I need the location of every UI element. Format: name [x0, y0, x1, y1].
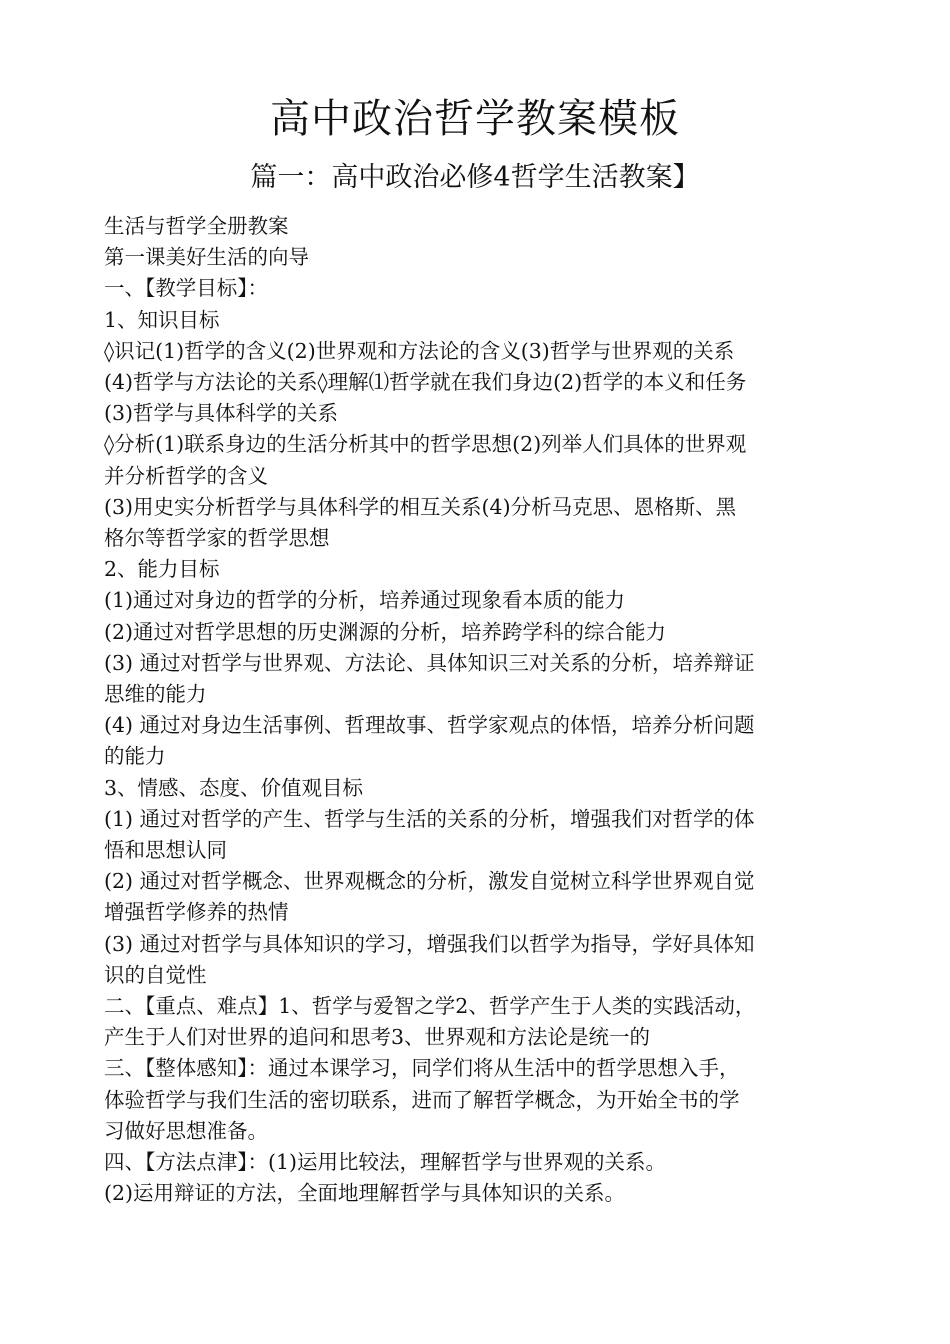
body-line: 悟和思想认同: [104, 838, 227, 863]
body-line: 生活与哲学全册教案: [104, 214, 289, 238]
body-line: 并分析哲学的含义: [104, 463, 268, 488]
body-line: 体验哲学与我们生活的密切联系，进而了解哲学概念，为开始全书的学: [104, 1087, 740, 1112]
body-line: (3)哲学与具体科学的关系: [104, 401, 339, 426]
body-line: (2) 通过对哲学概念、世界观概念的分析，激发自觉树立科学世界观自觉: [104, 869, 755, 894]
body-line: ◊分析(1)联系身边的生活分析其中的哲学思想(2)列举人们具体的世界观: [104, 432, 747, 457]
body-line: (3)用史实分析哲学与具体科学的相互关系(4)分析马克思、恩格斯、黑: [104, 494, 737, 519]
body-line: 习做好思想准备。: [104, 1118, 268, 1143]
body-line: 三、【整体感知】：通过本课学习，同学们将从生活中的哲学思想入手，: [104, 1056, 740, 1081]
body-line: 识的自觉性: [104, 962, 207, 987]
body-line: 二、【重点、难点】1、哲学与爱智之学2、哲学产生于人类的实践活动，: [104, 994, 756, 1019]
body-line: 2、能力目标: [104, 557, 220, 582]
body-line: (2)运用辩证的方法，全面地理解哲学与具体知识的关系。: [104, 1181, 626, 1206]
body-line: (4)哲学与方法论的关系◊理解⑴哲学就在我们身边(2)哲学的本义和任务: [104, 370, 747, 395]
body-line: 思维的能力: [104, 682, 207, 707]
body-line: 3、情感、态度、价值观目标: [104, 775, 364, 800]
body-line: 一、【教学目标】：: [104, 276, 268, 301]
body-line: 四、【方法点津】：(1)运用比较法，理解哲学与世界观的关系。: [104, 1150, 667, 1175]
body-line: (1) 通过对哲学的产生、哲学与生活的关系的分析，增强我们对哲学的体: [104, 806, 755, 831]
body-line: 第一课美好生活的向导: [104, 245, 309, 270]
body-line: 1、知识目标: [104, 307, 220, 332]
body-line: (3) 通过对哲学与世界观、方法论、具体知识三对关系的分析，培养辩证: [104, 650, 755, 675]
body-line: (2)通过对哲学思想的历史渊源的分析，培养跨学科的综合能力: [104, 619, 667, 644]
document-title: 高中政治哲学教案模板: [270, 96, 680, 142]
body-line: 格尔等哲学家的哲学思想: [104, 526, 330, 551]
body-line: (1)通过对身边的哲学的分析，培养通过现象看本质的能力: [104, 588, 626, 613]
document-subtitle: 篇一：高中政治必修4哲学生活教案】: [250, 162, 700, 193]
document-body: [104, 211, 856, 1210]
body-line: 增强哲学修养的热情: [104, 900, 289, 925]
body-line: ◊识记(1)哲学的含义(2)世界观和方法论的含义(3)哲学与世界观的关系: [104, 338, 735, 363]
body-line: (4) 通过对身边生活事例、哲理故事、哲学家观点的体悟，培养分析问题: [104, 713, 755, 738]
body-line: 产生于人们对世界的追问和思考3、世界观和方法论是统一的: [104, 1025, 651, 1050]
body-line: (3) 通过对哲学与具体知识的学习，增强我们以哲学为指导，学好具体知: [104, 931, 755, 956]
body-line: 的能力: [104, 744, 166, 769]
